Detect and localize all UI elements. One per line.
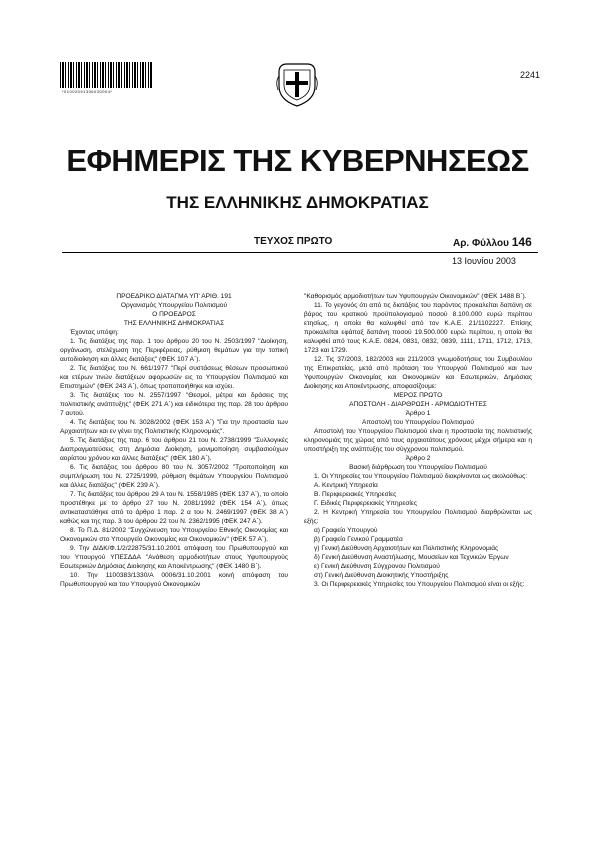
paragraph: 5. Τις διατάξεις της παρ. 6 του άρθρου 21 του Ν. 2738/1999 "Συλλογικές Διαπραγματεύσεις στη Δημόσια Διοίκηση, μονιμοποίηση συμβασιούχων αορίστου χρόνου και άλλες διατάξεις" (ΦΕΚ 180 Α΄). xyxy=(60,437,288,462)
page-number: 2241 xyxy=(520,70,541,80)
gazette-subtitle: ΤΗΣ ΕΛΛΗΝΙΚΗΣ ΔΗΜΟΚΡΑΤΙΑΣ xyxy=(166,193,429,212)
barcode xyxy=(60,62,152,88)
paragraph: 7. Τις διατάξεις του άρθρου 29 Α του Ν. 1558/1985 (ΦΕΚ 137 Α΄), το οποίο προστέθηκε με το άρθρο 27 του Ν. 2081/1992 (ΦΕΚ 154 Α΄), όπως αντικαταστάθηκε από το άρθρο 1 παρ. 2 α του Ν. 2469/1997 (ΦΕΚ 38 Α΄) καθώς και της παρ. 3 του άρθρου 22 του Ν. 2362/1995 (ΦΕΚ 247 Α΄). xyxy=(60,491,288,525)
paragraph: ε) Γενική Διεύθυνση Σύγχρονου Πολιτισμού xyxy=(314,563,440,570)
paragraph: Αποστολή του Υπουργείου Πολιτισμού είναι η προστασία της πολιτιστικής κληρονομιάς της χώρας από τους αρχαιοτάτους χρόνους μέχρι σήμερα και η υποστήριξη της ανάπτυξης του σύγχρονου πολιτισμού. xyxy=(304,428,532,453)
paragraph: 6. Τις διατάξεις του άρθρου 80 του Ν. 3057/2002 "Τροποποίηση και συμπλήρωση του Ν. 2725/1999, ρύθμιση θεμάτων Υπουργείου Πολιτισμού και άλλες διατάξεις" (ΦΕΚ 239 Α΄). xyxy=(60,464,288,489)
paragraph: ΤΗΣ ΕΛΛΗΝΙΚΗΣ ΔΗΜΟΚΡΑΤΙΑΣ xyxy=(123,320,225,327)
paragraph: δ) Γενική Διεύθυνση Αναστήλωσης, Μουσείων και Τεχνικών Έργων xyxy=(314,554,509,561)
paragraph: Β. Περιφερειακές Υπηρεσίες xyxy=(314,491,397,498)
paragraph: Έχοντας υπόψη: xyxy=(70,329,119,336)
paragraph: 12. Τις 37/2003, 182/2003 και 211/2003 γνωμοδοτήσεις του Συμβουλίου της Επικρατείας, μετά από πρόταση του Υπουργού Πολιτισμού και των Υφυπουργών Οικονομίας και Οικονομικών και Εσωτερικών, Δημόσιας Διοίκησης και Αποκέντρωσης, αποφασίζουμε: xyxy=(304,356,532,390)
greek-coat-of-arms-emblem xyxy=(275,58,319,108)
paragraph: ΜΕΡΟΣ ΠΡΩΤΟ xyxy=(393,392,443,399)
paragraph: 9. Την ΔΙΔΚ/Φ.1/2/22875/31.10.2001 απόφαση του Πρωθυπουργού και του Υπουργού ΥΠΕΣΔΔΑ "Ανάθεση αρμοδιοτήτων στους Υφυπουργούς Εσωτερικών Δημόσιας Διοίκησης και Αποκέντρωσης" (ΦΕΚ 1480 Β΄). xyxy=(60,545,288,570)
paragraph: 1. Οι Υπηρεσίες του Υπουργείου Πολιτισμού διακρίνονται ως ακολούθως: xyxy=(314,473,528,480)
paragraph: Γ. Ειδικές Περιφερειακές Υπηρεσίες xyxy=(314,500,417,507)
paragraph: 4. Τις διατάξεις του Ν. 3028/2002 (ΦΕΚ 153 Α΄) "Για την προστασία των Αρχαιοτήτων και εν γένει της Πολιτιστικής Κληρονομιάς". xyxy=(60,419,288,435)
issue-label: ΤΕΥΧΟΣ ΠΡΩΤΟ xyxy=(254,236,333,247)
header-divider xyxy=(62,252,538,253)
paragraph: Βασική διάρθρωση του Υπουργείου Πολιτισμού xyxy=(349,464,487,471)
paragraph: "Καθορισμός αρμοδιοτήτων των Υφυπουργών Οικονομικών" (ΦΕΚ 1488 Β΄). xyxy=(304,293,527,300)
paragraph: 2. Η Κεντρική Υπηρεσία του Υπουργείου Πολιτισμού διαρθρώνεται ως εξής: xyxy=(304,509,532,525)
paragraph: γ) Γενική Διεύθυνση Αρχαιοτήτων και Πολιτιστικής Κληρονομιάς xyxy=(314,545,499,552)
left-column xyxy=(60,292,288,589)
paragraph: Οργανισμός Υπουργείου Πολιτισμού xyxy=(120,302,228,309)
issue-date: 13 Ιουνίου 2003 xyxy=(452,256,516,266)
paragraph: Ο ΠΡΟΕΔΡΟΣ xyxy=(152,311,196,318)
paragraph: 1. Τις διατάξεις της παρ. 1 του άρθρου 20 του Ν. 2503/1997 "Διοίκηση, οργάνωση, στελέχωση της Περιφέρειας, ρύθμιση θεμάτων για την τοπική αυτοδιοίκηση και άλλες διατάξεις" (ΦΕΚ 107 Α΄). xyxy=(60,338,288,363)
paragraph: 8. Το Π.Δ. 81/2002 "Συγχώνευση του Υπουργείου Εθνικής Οικονομίας και Οικονομικών στο Υπουργείο Οικονομίας και Οικονομικών" (ΦΕΚ 57 Α΄). xyxy=(60,527,288,543)
paragraph: 11. Το γεγονός ότι από τις διατάξεις του παρόντος προκαλείται δαπάνη σε βάρος του κρατικού προϋπολογισμού ποσού 8.100.000 ευρώ περίπου ετησίως, η οποία θα καλυφθεί από τον Κ.Α.Ε. 21/1102227. Επίσης προκαλείται εφάπαξ δαπάνη ποσού 19.500.000 ευρώ περίπου, η οποία θα καλυφθεί από τους Κ.Α.Ε. 0824, 0831, 0832, 0839, 1111, 1711, 1712, 1713, 1723 και 1729. xyxy=(304,302,532,354)
sheet-number-value: 146 xyxy=(511,235,532,249)
paragraph: 2. Τις διατάξεις του Ν. 661/1977 "Περί συστάσεως θέσεων προσωπικού και ετέρων τινών διατάξεων αφορωσών εις το Υπουργείον Πολιτισμού και Επιστημών" (ΦΕΚ 243 Α΄), όπως τροποποιήθηκε και ισχύει. xyxy=(60,365,288,390)
paragraph: α) Γραφείο Υπουργού xyxy=(314,527,378,534)
paragraph: 3. Οι Περιφερειακές Υπηρεσίες του Υπουργείου Πολιτισμού είναι οι εξής: xyxy=(314,581,525,588)
paragraph: 3. Τις διατάξεις του Ν. 2557/1997 "Θεσμοί, μέτρα και δράσεις της πολιτιστικής ανάπτυξης" (ΦΕΚ 271 Α΄) και ειδικότερα της παρ. 28 του άρθρου 7 αυτού. xyxy=(60,392,288,417)
barcode-number: *01002091306030004* xyxy=(62,89,113,94)
gazette-title: ΕΦΗΜΕΡΙΣ ΤΗΣ ΚΥΒΕΡΝΗΣΕΩΣ xyxy=(66,143,529,178)
paragraph: ΠΡΟΕΔΡΙΚΟ ΔΙΑΤΑΓΜΑ ΥΠ' ΑΡΙΘ. 191 xyxy=(116,293,232,300)
sheet-label: Αρ. Φύλλου xyxy=(453,238,509,249)
paragraph: στ) Γενική Διεύθυνση Διοικητικής Υποστήριξης xyxy=(314,572,449,579)
paragraph: Α. Κεντρική Υπηρεσία xyxy=(314,482,378,489)
paragraph: Αποστολή του Υπουργείου Πολιτισμού xyxy=(362,419,474,426)
paragraph: ΑΠΟΣΤΟΛΗ - ΔΙΑΡΘΡΩΣΗ - ΑΡΜΟΔΙΟΤΗΤΕΣ xyxy=(349,401,487,408)
paragraph: Άρθρο 1 xyxy=(405,410,431,417)
right-column xyxy=(304,292,532,589)
paragraph: β) Γραφείο Γενικού Γραμματέα xyxy=(314,536,403,543)
sheet-number xyxy=(453,235,532,249)
paragraph: 10. Την 1100383/1330/Α 0006/31.10.2001 κοινή απόφαση του Πρωθυπουργού και του Υπουργού Οικονομικών xyxy=(60,572,288,588)
paragraph: Άρθρο 2 xyxy=(405,455,431,462)
